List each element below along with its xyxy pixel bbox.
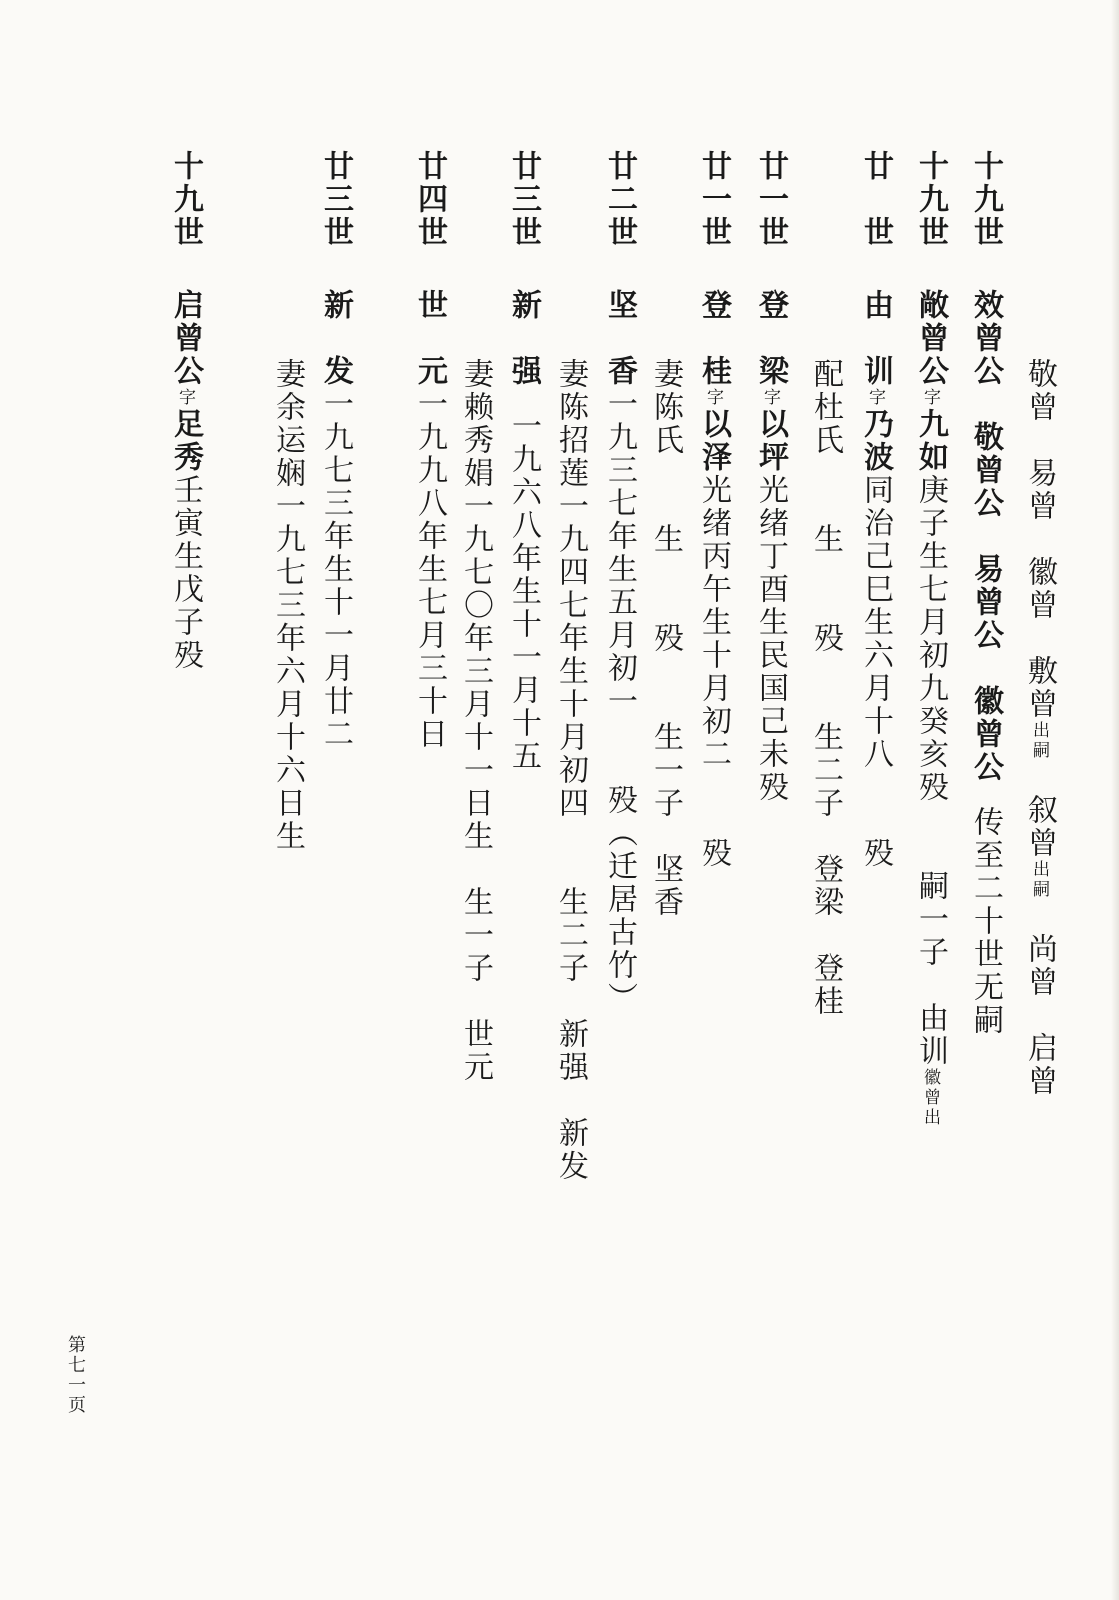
courtesy-marker: 字 [703, 388, 723, 408]
courtesy-name: 九如 [913, 408, 948, 474]
person-names: 效曾公 敬曾公 易曾公 徽曾公 [968, 289, 1003, 784]
entry-line-19th-b [913, 150, 948, 1128]
spouse-line [553, 358, 588, 1183]
spouse-text: 妻赖秀娟一九七〇年三月十一日生 生一子 世元 [458, 358, 493, 1084]
sons-list-text-3: 尚曾 启曾 [1022, 900, 1057, 1098]
courtesy-name: 以泽 [696, 408, 731, 474]
spouse-line [270, 358, 305, 853]
courtesy-marker: 字 [175, 388, 195, 408]
spouse-text: 配杜氏 生 殁 生二子 登梁 登桂 [808, 358, 843, 1018]
generation-label: 廿四世 [412, 150, 447, 249]
courtesy-marker: 字 [865, 388, 885, 408]
generation-label: 廿 世 [858, 150, 893, 249]
sons-list-text-2: 叙曾 [1022, 761, 1057, 860]
entry-detail: 一九九八年生七月三十日 [412, 388, 447, 751]
person-name: 启曾公 [168, 289, 203, 388]
entry-line-22nd [602, 150, 637, 1015]
entry-detail: 光绪丙午生十月初二 殁 [696, 474, 731, 870]
spouse-text: 妻余运娴一九七三年六月十六日生 [270, 358, 305, 853]
sons-list-line [1022, 358, 1057, 1098]
entry-detail: 光绪丁酉生民国己未殁 [753, 474, 788, 804]
entry-detail: 一九六八年生十一月十五 [506, 410, 541, 773]
person-name: 世 元 [412, 289, 447, 388]
generation-label: 廿一世 [696, 150, 731, 249]
entry-line-23rd-b [318, 150, 353, 751]
generation-label: 廿二世 [602, 150, 637, 249]
generation-label: 廿三世 [506, 150, 541, 249]
courtesy-marker: 字 [760, 388, 780, 408]
adoption-note: 徽曾出 [920, 1068, 940, 1128]
generation-label: 廿一世 [753, 150, 788, 249]
spouse-line [808, 358, 843, 1018]
person-name: 登 梁 [753, 289, 788, 388]
entry-line-21st-b [696, 150, 731, 870]
entry-line-19th-a [968, 150, 1003, 1037]
note-adopted-out: 出嗣 [1029, 721, 1049, 761]
generation-label: 廿三世 [318, 150, 353, 249]
person-name: 坚 香 [602, 289, 637, 388]
generation-label: 十九世 [968, 150, 1003, 249]
courtesy-name: 以坪 [753, 408, 788, 474]
spouse-text: 妻陈招莲一九四七年生十月初四 生二子 新强 新发 [553, 358, 588, 1183]
courtesy-name: 足秀 [168, 408, 203, 474]
entry-detail: 同治己巳生六月十八 殁 [858, 474, 893, 870]
entry-line-21st-a [753, 150, 788, 804]
entry-detail: 壬寅生戊子殁 [168, 474, 203, 672]
generation-label: 十九世 [168, 150, 203, 249]
sons-list-text: 敬曾 易曾 徽曾 敷曾 [1022, 358, 1057, 721]
courtesy-marker: 字 [920, 388, 940, 408]
person-name: 敞曾公 [913, 289, 948, 388]
entry-detail: 一九七三年生十一月廿二 [318, 388, 353, 751]
person-name: 登 桂 [696, 289, 731, 388]
spouse-text: 妻陈氏 生 殁 生一子 坚香 [648, 358, 683, 919]
note-adopted-out-2: 出嗣 [1029, 860, 1049, 900]
courtesy-name: 乃波 [858, 408, 893, 474]
page-number: 第七一页 [65, 1335, 86, 1415]
person-name: 新 发 [318, 289, 353, 388]
person-name: 由 训 [858, 289, 893, 388]
entry-detail: 一九三七年生五月初一 殁（迁居古竹） [602, 388, 637, 1015]
spouse-line [648, 358, 683, 919]
entry-line-19th-c [168, 150, 203, 672]
entry-line-24th [412, 150, 447, 751]
spouse-line [458, 358, 493, 1084]
generation-label: 十九世 [913, 150, 948, 249]
entry-detail: 庚子生七月初九癸亥殁 嗣一子 由训 [913, 474, 948, 1068]
entry-line-23rd-a [506, 150, 541, 773]
entry-line-20th [858, 150, 893, 870]
person-name: 新 强 [506, 289, 541, 388]
entry-detail: 传至二十世无嗣 [968, 806, 1003, 1037]
page-edge [1111, 0, 1119, 1600]
